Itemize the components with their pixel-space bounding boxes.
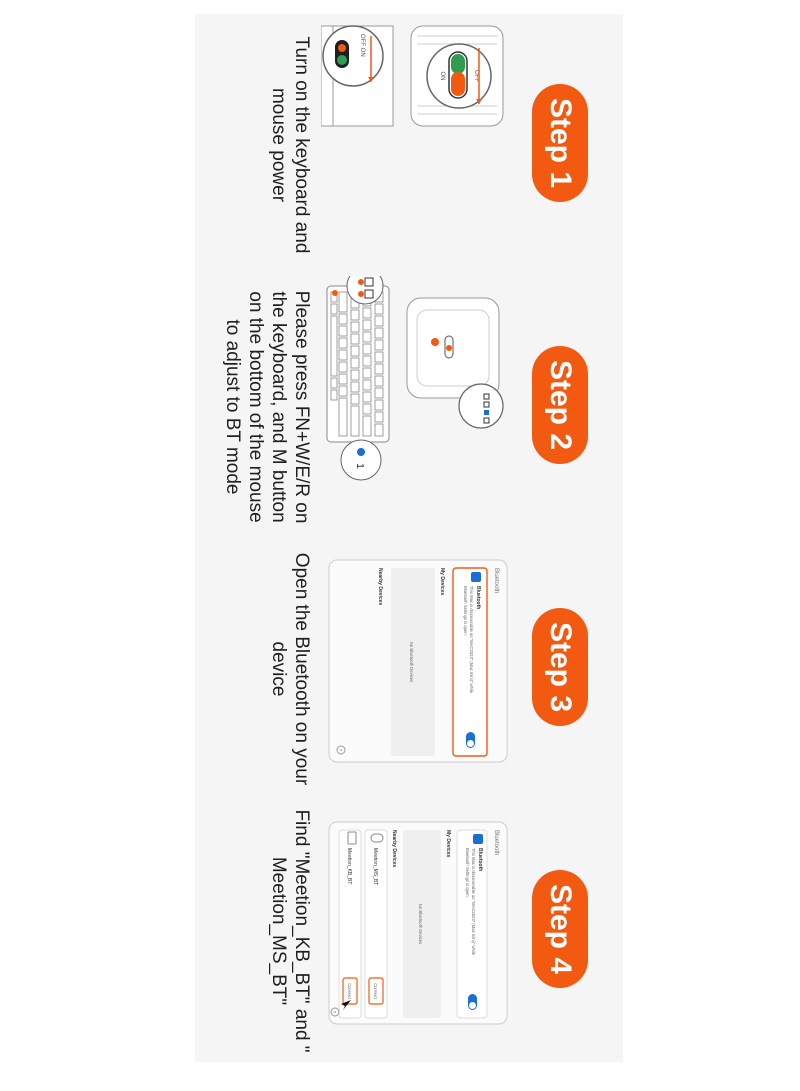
bluetooth-icon [471,572,481,582]
nearby-devices-header: Nearby Devices [391,830,397,868]
bluetooth-desc-line1: This Mac is discoverable as "MAC2023" (Mac mini)" while [471,848,476,956]
instruction-sheet [195,14,623,1062]
svg-text:Connect: Connect [373,983,378,999]
my-devices-header: My Devices [439,568,445,596]
switch-on-label: ON [439,71,445,81]
keyboard-icon [348,832,356,844]
my-devices-header: My Devices [445,830,451,858]
step-badge: Step 1 [532,84,588,202]
svg-text:?: ? [338,748,343,752]
svg-text:OFF ON: OFF ON [359,34,365,57]
window-title: Bluetooth [493,830,499,856]
bluetooth-window [321,538,511,800]
nearby-devices-header: Nearby Devices [377,568,383,606]
step-caption: Please press FN+W/E/R on the keyboard, and M button on the bottom of the mouse to adjust to BT mode [222,290,312,524]
empty-devices-text: No Bluetooth Devices [418,903,423,945]
step-2 [195,276,623,538]
step-caption: Open the Bluetooth on your device [268,552,312,786]
empty-devices-text: No Bluetooth Devices [409,641,414,683]
step-badge: Step 3 [532,608,588,726]
bt-mode-label: 1 [354,463,365,469]
power-switch-illustration [321,14,511,276]
step-4 [195,800,623,1062]
svg-text:?: ? [332,1010,337,1014]
device-name-keyboard: Meetion_KB_BT [346,848,352,885]
bluetooth-desc-line2: Bluetooth Settings is open. [463,586,468,636]
bluetooth-icon [473,834,483,844]
bluetooth-window-devices [321,800,511,1062]
step-caption: Find "Meetion_KB_BT" and " Meetion_MS_BT" [268,809,312,1053]
bluetooth-desc-line1: This Mac is discoverable as "MAC2023" (Mac mini)" while [469,586,474,694]
bluetooth-name: Bluetooth [475,586,481,610]
step-badge: Step 4 [532,870,588,988]
mode-switch-illustration [321,276,511,538]
step-1 [195,14,623,276]
mouse-icon [371,834,383,842]
bluetooth-name: Bluetooth [477,848,483,872]
step-badge: Step 2 [532,346,588,464]
svg-text:Connect: Connect [347,983,352,999]
switch-off-label: OFF [473,70,479,82]
window-title: Bluetooth [493,568,499,594]
step-caption: Turn on the keyboard and mouse power [268,36,312,254]
device-name-mouse: Meetion_MS_BT [372,848,378,886]
bluetooth-desc-line2: Bluetooth Settings is open. [465,848,470,898]
step-3 [195,538,623,800]
